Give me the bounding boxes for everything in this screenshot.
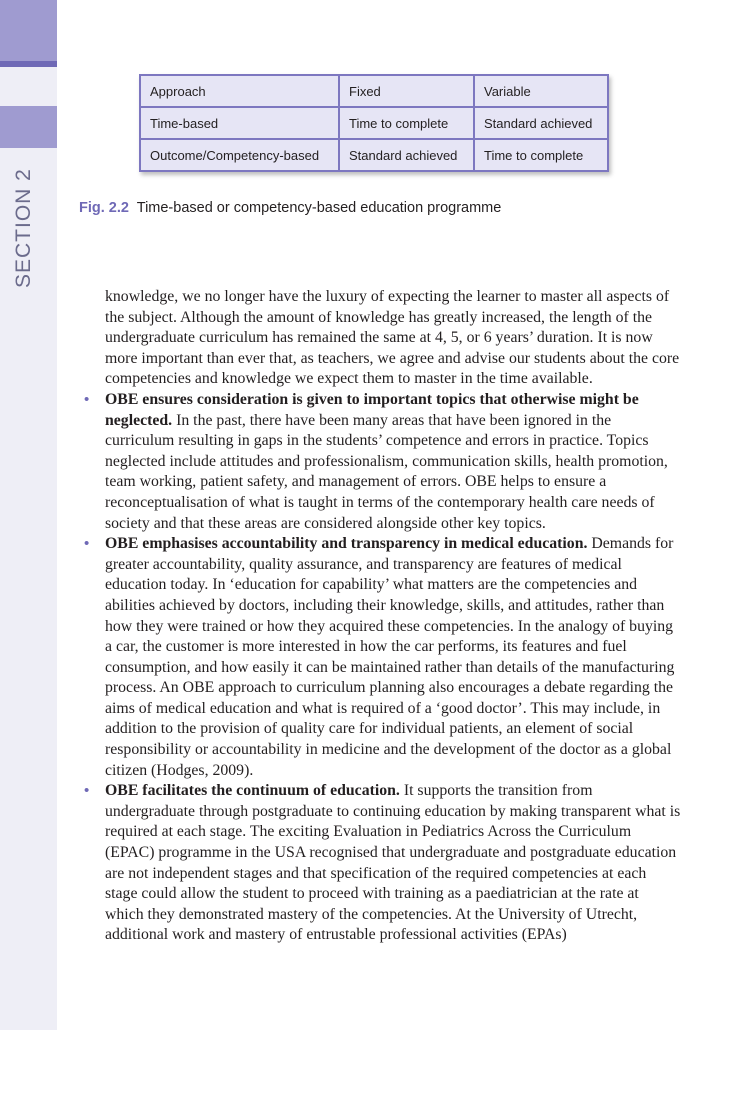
table-cell: Standard achieved — [474, 107, 608, 139]
table-cell: Fixed — [339, 75, 474, 107]
table-row — [140, 75, 608, 107]
bullet-text: It supports the transition from undergraduate through postgraduate to continuing education by making transparent what is required at each stage. The exciting Evaluation in Pediatrics Across the Curriculum (EPAC) programme in the USA recognised that undergraduate and postgraduate education are not independent stages and that specification of the required competencies at each stage could allow the student to proceed with training as a paediatrician at the rate at which they demonstrated mastery of the competencies. At the University of Utrecht, additional work and mastery of entrustable professional activities (EPAs) — [105, 782, 681, 944]
table-cell: Standard achieved — [339, 139, 474, 171]
bullet-heading: OBE facilitates the continuum of education. — [105, 782, 400, 800]
continuation-paragraph: knowledge, we no longer have the luxury of expecting the learner to master all aspects of the subject. Although the amount of knowledge has greatly increased, the length of the undergraduate curriculum has remained the same at 4, 5, or 6 years’ duration. It is now more important than ever that, as teachers, we agree and advise our students about the core competencies and knowledge we expect them to master in the time available. — [105, 288, 680, 388]
list-item — [81, 390, 681, 534]
table-row — [140, 107, 608, 139]
figure-caption-text: Time-based or competency-based education programme — [136, 200, 502, 216]
table-cell: Time-based — [140, 107, 339, 139]
table-cell: Outcome/Competency-based — [140, 139, 339, 171]
list-item — [81, 781, 681, 946]
sidebar-tab-top — [0, 0, 57, 61]
table-cell: Approach — [140, 75, 339, 107]
bullet-heading: OBE ensures consideration is given to important topics that otherwise might be neglected. — [105, 390, 639, 429]
bullet-icon: • — [84, 782, 90, 800]
figure-number: Fig. 2.2 — [79, 200, 129, 216]
bullet-text: In the past, there have been many areas that have been ignored in the curriculum resulting in gaps in the students’ competence and errors in practice. Topics neglected include attitudes and professionalism, communication skills, health promotion, team working, patient safety, and management of errors. OBE helps to ensure a reconceptualisation of what is taught in terms of the contemporary health care needs of society and that these areas are considered alongside other key topics. — [105, 411, 668, 532]
sidebar-tab-marker — [0, 106, 57, 148]
table-cell: Time to complete — [474, 139, 608, 171]
figure-table — [139, 74, 609, 172]
table-row — [140, 139, 608, 171]
section-label: SECTION 2 — [12, 168, 35, 288]
bullet-text: Demands for greater accountability, quality assurance, and transparency are features of medical education today. In ‘education for capability’ what matters are the competencies and abilities achieved by doctors, including their knowledge, skills, and attitudes, rather than how they were trained or how they acquired these competencies. In the analogy of buying a car, the customer is more interested in how the car performs, its features and fuel consumption, and how easily it can be maintained rather than details of the manufacturing process. An OBE approach to curriculum planning also encourages a debate regarding the aims of medical education and what is required of a ‘good doctor’. This may include, in addition to the provision of quality care for individual patients, an element of social responsibility or accountability in medicine and the development of the doctor as a global citizen (Hodges, 2009). — [105, 535, 675, 779]
sidebar-tab-rule — [0, 61, 57, 67]
figure-caption — [79, 200, 501, 216]
body-text — [81, 287, 681, 946]
section-sidebar — [0, 0, 57, 1030]
table-cell: Variable — [474, 75, 608, 107]
list-item — [81, 534, 681, 781]
bullet-heading: OBE emphasises accountability and transparency in medical education. — [105, 535, 588, 553]
bullet-icon: • — [84, 390, 90, 408]
table-cell: Time to complete — [339, 107, 474, 139]
bullet-icon: • — [84, 535, 90, 553]
